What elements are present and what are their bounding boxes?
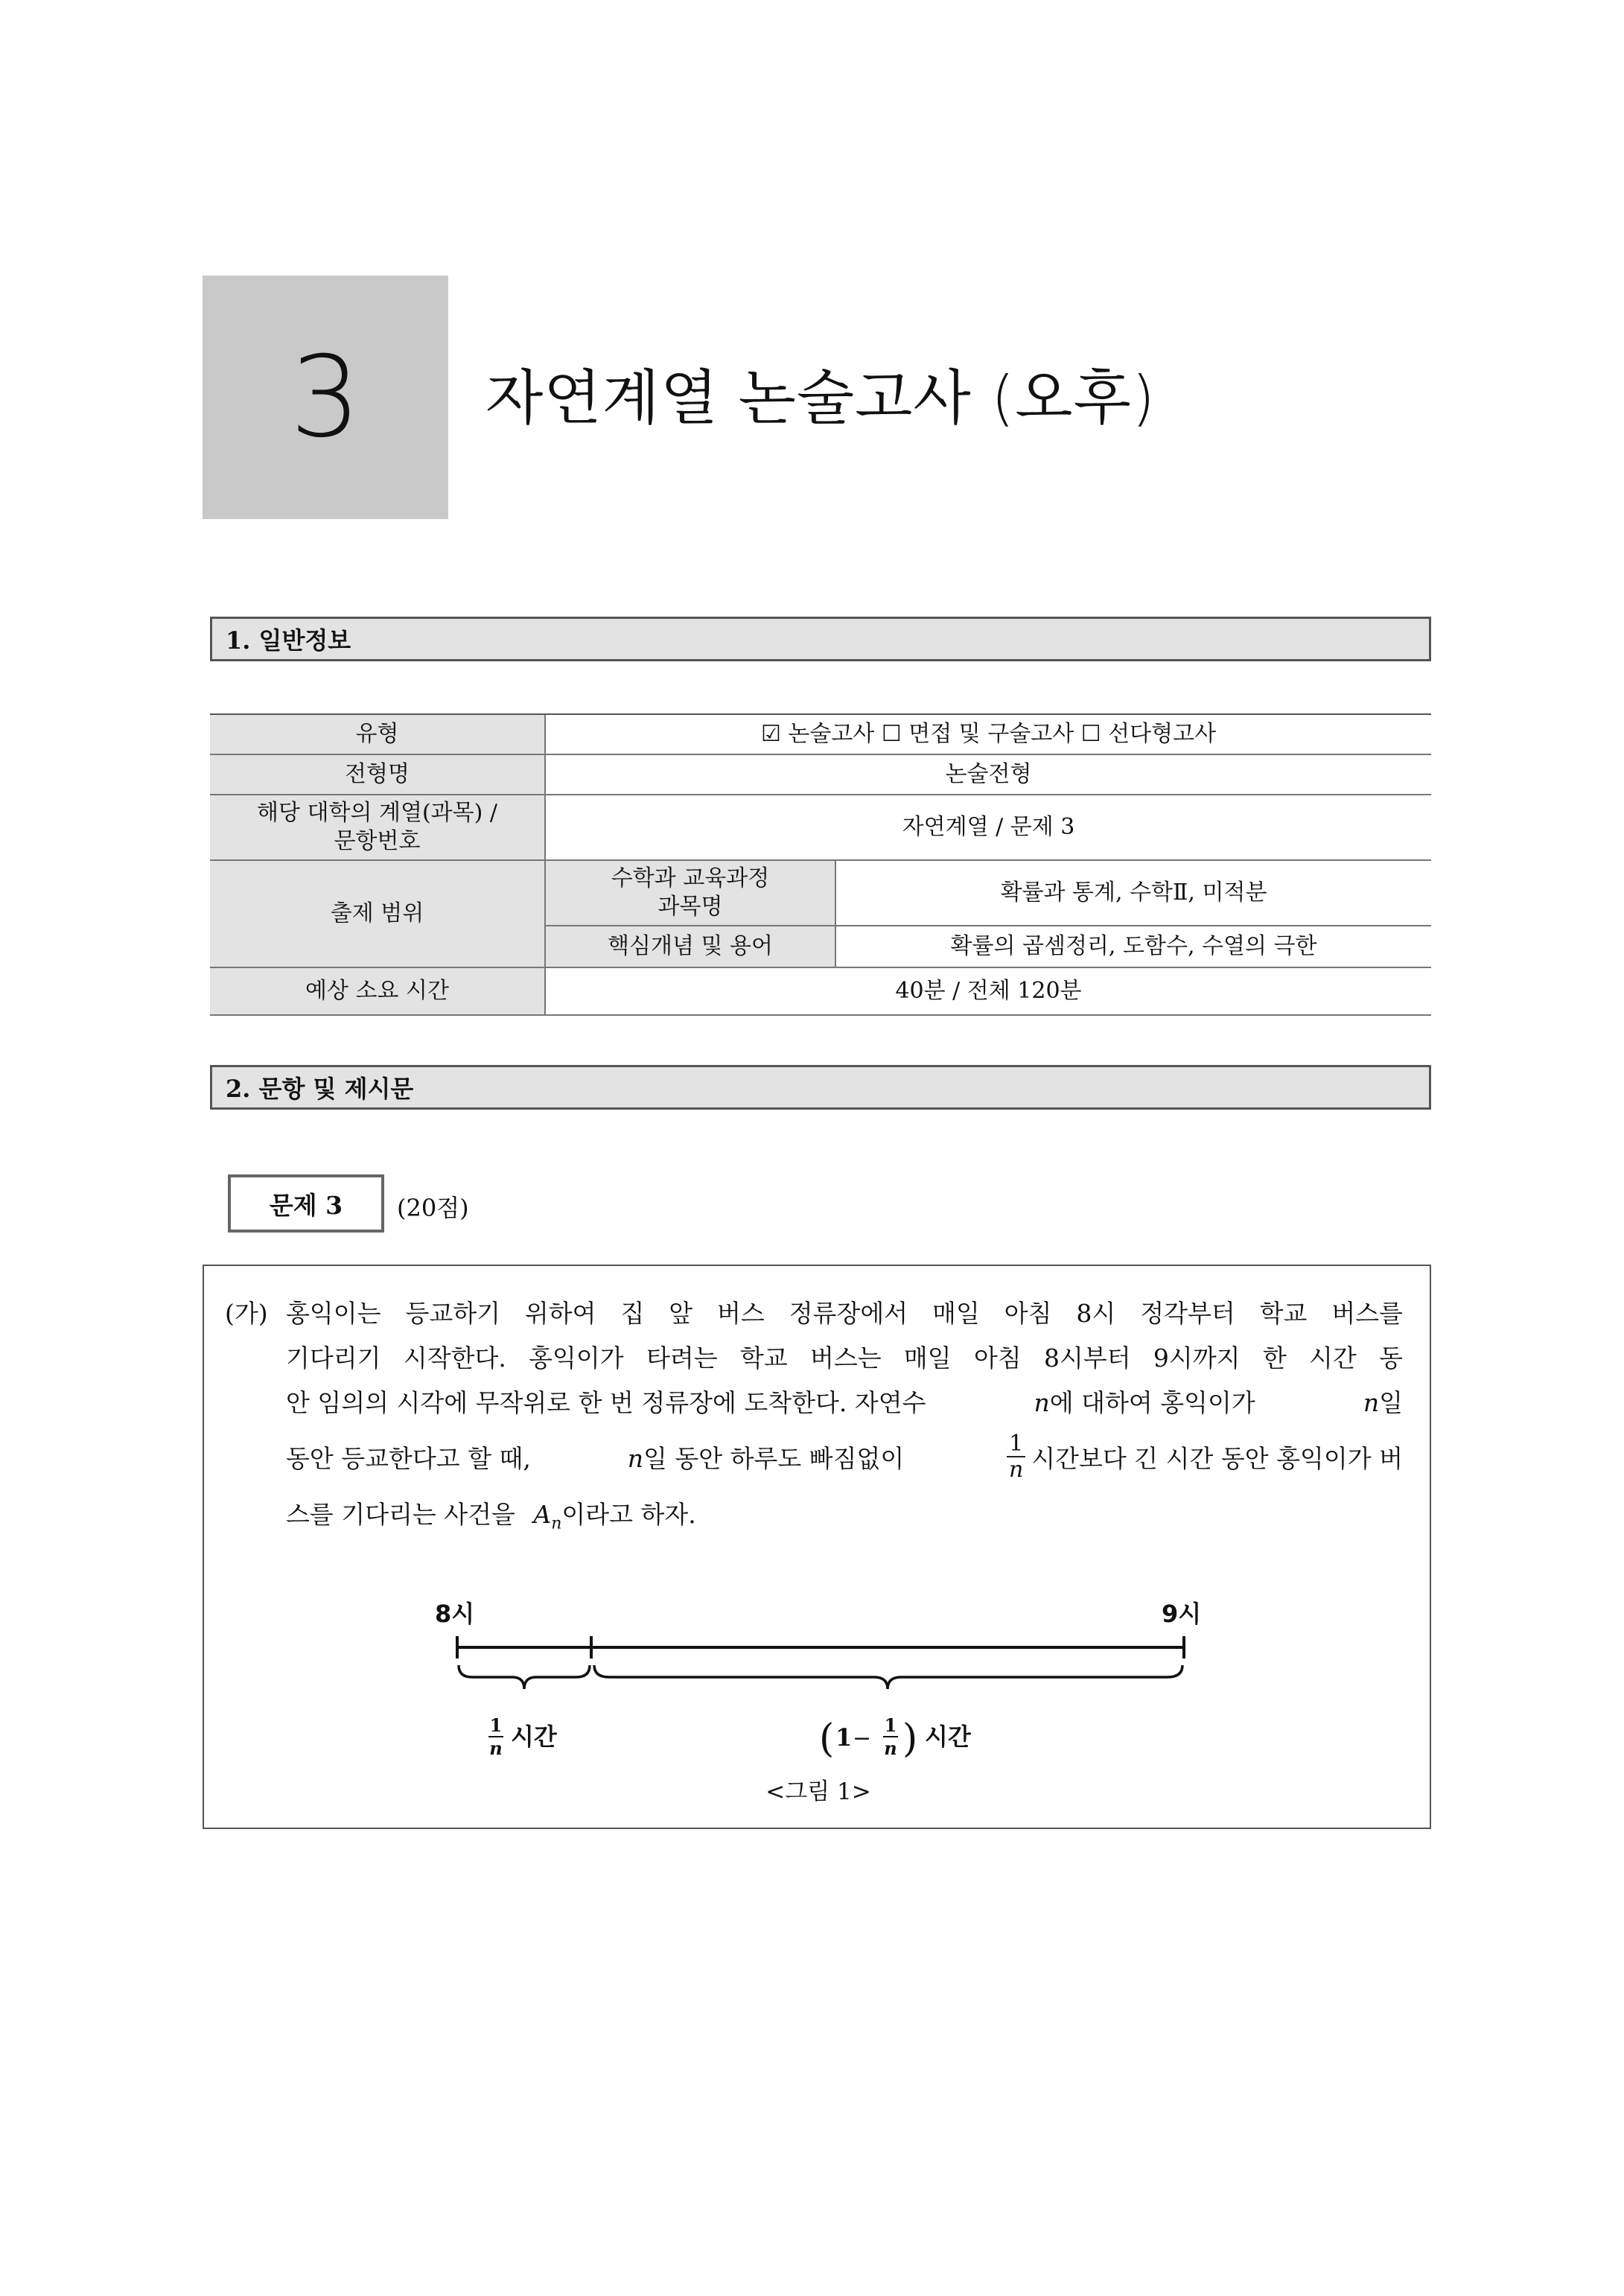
- subject-label-line2: 과목명: [657, 894, 723, 920]
- track-value: 논술전형: [545, 754, 1431, 795]
- passage-line-3-part-a: 안 임의의 시각에 무작위로 한 번 정류장에 도착한다. 자연수: [286, 1388, 926, 1417]
- dept-label-line1: 해당 대학의 계열(과목) /: [257, 800, 497, 826]
- dept-label: [210, 795, 545, 860]
- type-value: ☑ 논술고사 ☐ 면접 및 구술고사 ☐ 선다형고사: [545, 714, 1431, 754]
- passage-line-2: 기다리기 시작한다. 홍익이가 타려는 학교 버스는 매일 아침 8시부터 9시까지 한 시간 동: [286, 1343, 1403, 1373]
- chapter-number: 3: [290, 332, 361, 462]
- concept-label: 핵심개념 및 용어: [545, 926, 835, 967]
- scope-label: 출제 범위: [210, 860, 545, 967]
- passage-line-3: [286, 1384, 1403, 1419]
- chapter-title: 자연계열 논술고사 (오후): [485, 363, 1156, 433]
- subject-label-line1: 수학과 교육과정: [611, 865, 770, 891]
- brace-right: [594, 1665, 1182, 1689]
- chapter-number-box: [203, 276, 448, 519]
- section-title: 1. 일반정보: [226, 626, 351, 655]
- passage-marker: (가): [225, 1299, 268, 1328]
- passage-line-3-part-c: [1363, 1384, 1403, 1419]
- math-var-n: n: [1034, 1388, 1050, 1417]
- section-title: 2. 문항 및 제시문: [226, 1075, 414, 1103]
- fraction-denominator: n: [884, 1737, 897, 1759]
- paren-open: (: [819, 1717, 835, 1761]
- passage-text: 일 동안 하루도 빠짐없이: [643, 1443, 905, 1473]
- time-label: 예상 소요 시간: [210, 967, 545, 1015]
- table-row: [210, 967, 1431, 1015]
- timeline-end-label: 9시: [1162, 1600, 1202, 1628]
- question-label-box: [228, 1174, 384, 1233]
- time-value: 40분 / 전체 120분: [545, 967, 1431, 1015]
- subject-label: [545, 860, 835, 926]
- paren-close: ): [902, 1717, 918, 1761]
- question-label: 문제 3: [269, 1190, 343, 1220]
- brace-left: [459, 1665, 590, 1689]
- section-question-header: [210, 1065, 1431, 1110]
- passage-line-3-part-b: [1034, 1384, 1255, 1419]
- left-unit: 시간: [511, 1723, 557, 1751]
- math-var-n: n: [627, 1443, 644, 1473]
- fraction-numerator: 1: [884, 1714, 897, 1736]
- math-var-n: n: [1363, 1388, 1380, 1417]
- dept-label-line2: 문항번호: [334, 828, 421, 854]
- passage-line-4: [286, 1431, 1403, 1482]
- passage-line-1: 홍익이는 등교하기 위하여 집 앞 버스 정류장에서 매일 아침 8시 정각부터 학교 버스를: [286, 1299, 1403, 1328]
- general-info-table: [210, 713, 1431, 1016]
- table-row: [210, 754, 1431, 795]
- left-segment-label: [488, 1714, 558, 1759]
- right-segment-label: [819, 1714, 972, 1761]
- one-term: 1: [835, 1723, 853, 1752]
- concept-value: 확률의 곱셈정리, 도함수, 수열의 극한: [835, 926, 1431, 967]
- type-label: 유형: [210, 714, 545, 754]
- fraction-1-over-n: [1007, 1431, 1025, 1482]
- question-points: (20점): [397, 1194, 469, 1222]
- passage-text: 시간보다 긴 시간 동안 홍익이가 버: [1031, 1443, 1403, 1473]
- fraction-denominator: n: [489, 1737, 503, 1759]
- dept-value: 자연계열 / 문제 3: [545, 795, 1431, 860]
- subject-value: 확률과 통계, 수학Ⅱ, 미적분: [835, 860, 1431, 926]
- passage-line-5-part-b: 이라고 하자.: [561, 1500, 696, 1529]
- table-row: [210, 714, 1431, 754]
- passage-line-4-part-c: [1001, 1431, 1403, 1482]
- table-row: [210, 860, 1431, 926]
- passage-line-5-part-a: 스를 기다리는 사건을: [286, 1500, 515, 1529]
- table-row: [210, 795, 1431, 860]
- figure-caption: <그림 1>: [765, 1778, 871, 1805]
- math-var-A: A: [533, 1500, 552, 1529]
- minus-sign: −: [853, 1726, 872, 1752]
- fraction-denominator: n: [1009, 1457, 1024, 1483]
- right-unit: 시간: [925, 1723, 971, 1751]
- fraction-numerator: 1: [489, 1714, 503, 1736]
- passage-text: 에 대하여 홍익이가: [1049, 1388, 1255, 1417]
- fraction-numerator: 1: [1007, 1431, 1025, 1457]
- timeline-figure: [417, 1594, 1236, 1772]
- passage-text: 일: [1379, 1388, 1403, 1417]
- section-general-info-header: [210, 617, 1431, 661]
- timeline-start-label: 8시: [435, 1600, 475, 1628]
- math-subscript-n: n: [551, 1514, 562, 1533]
- track-label: 전형명: [210, 754, 545, 795]
- passage-line-5: [286, 1495, 696, 1533]
- passage-line-4-part-a: 동안 등교한다고 할 때,: [286, 1443, 531, 1473]
- passage-line-4-part-b: [628, 1440, 905, 1475]
